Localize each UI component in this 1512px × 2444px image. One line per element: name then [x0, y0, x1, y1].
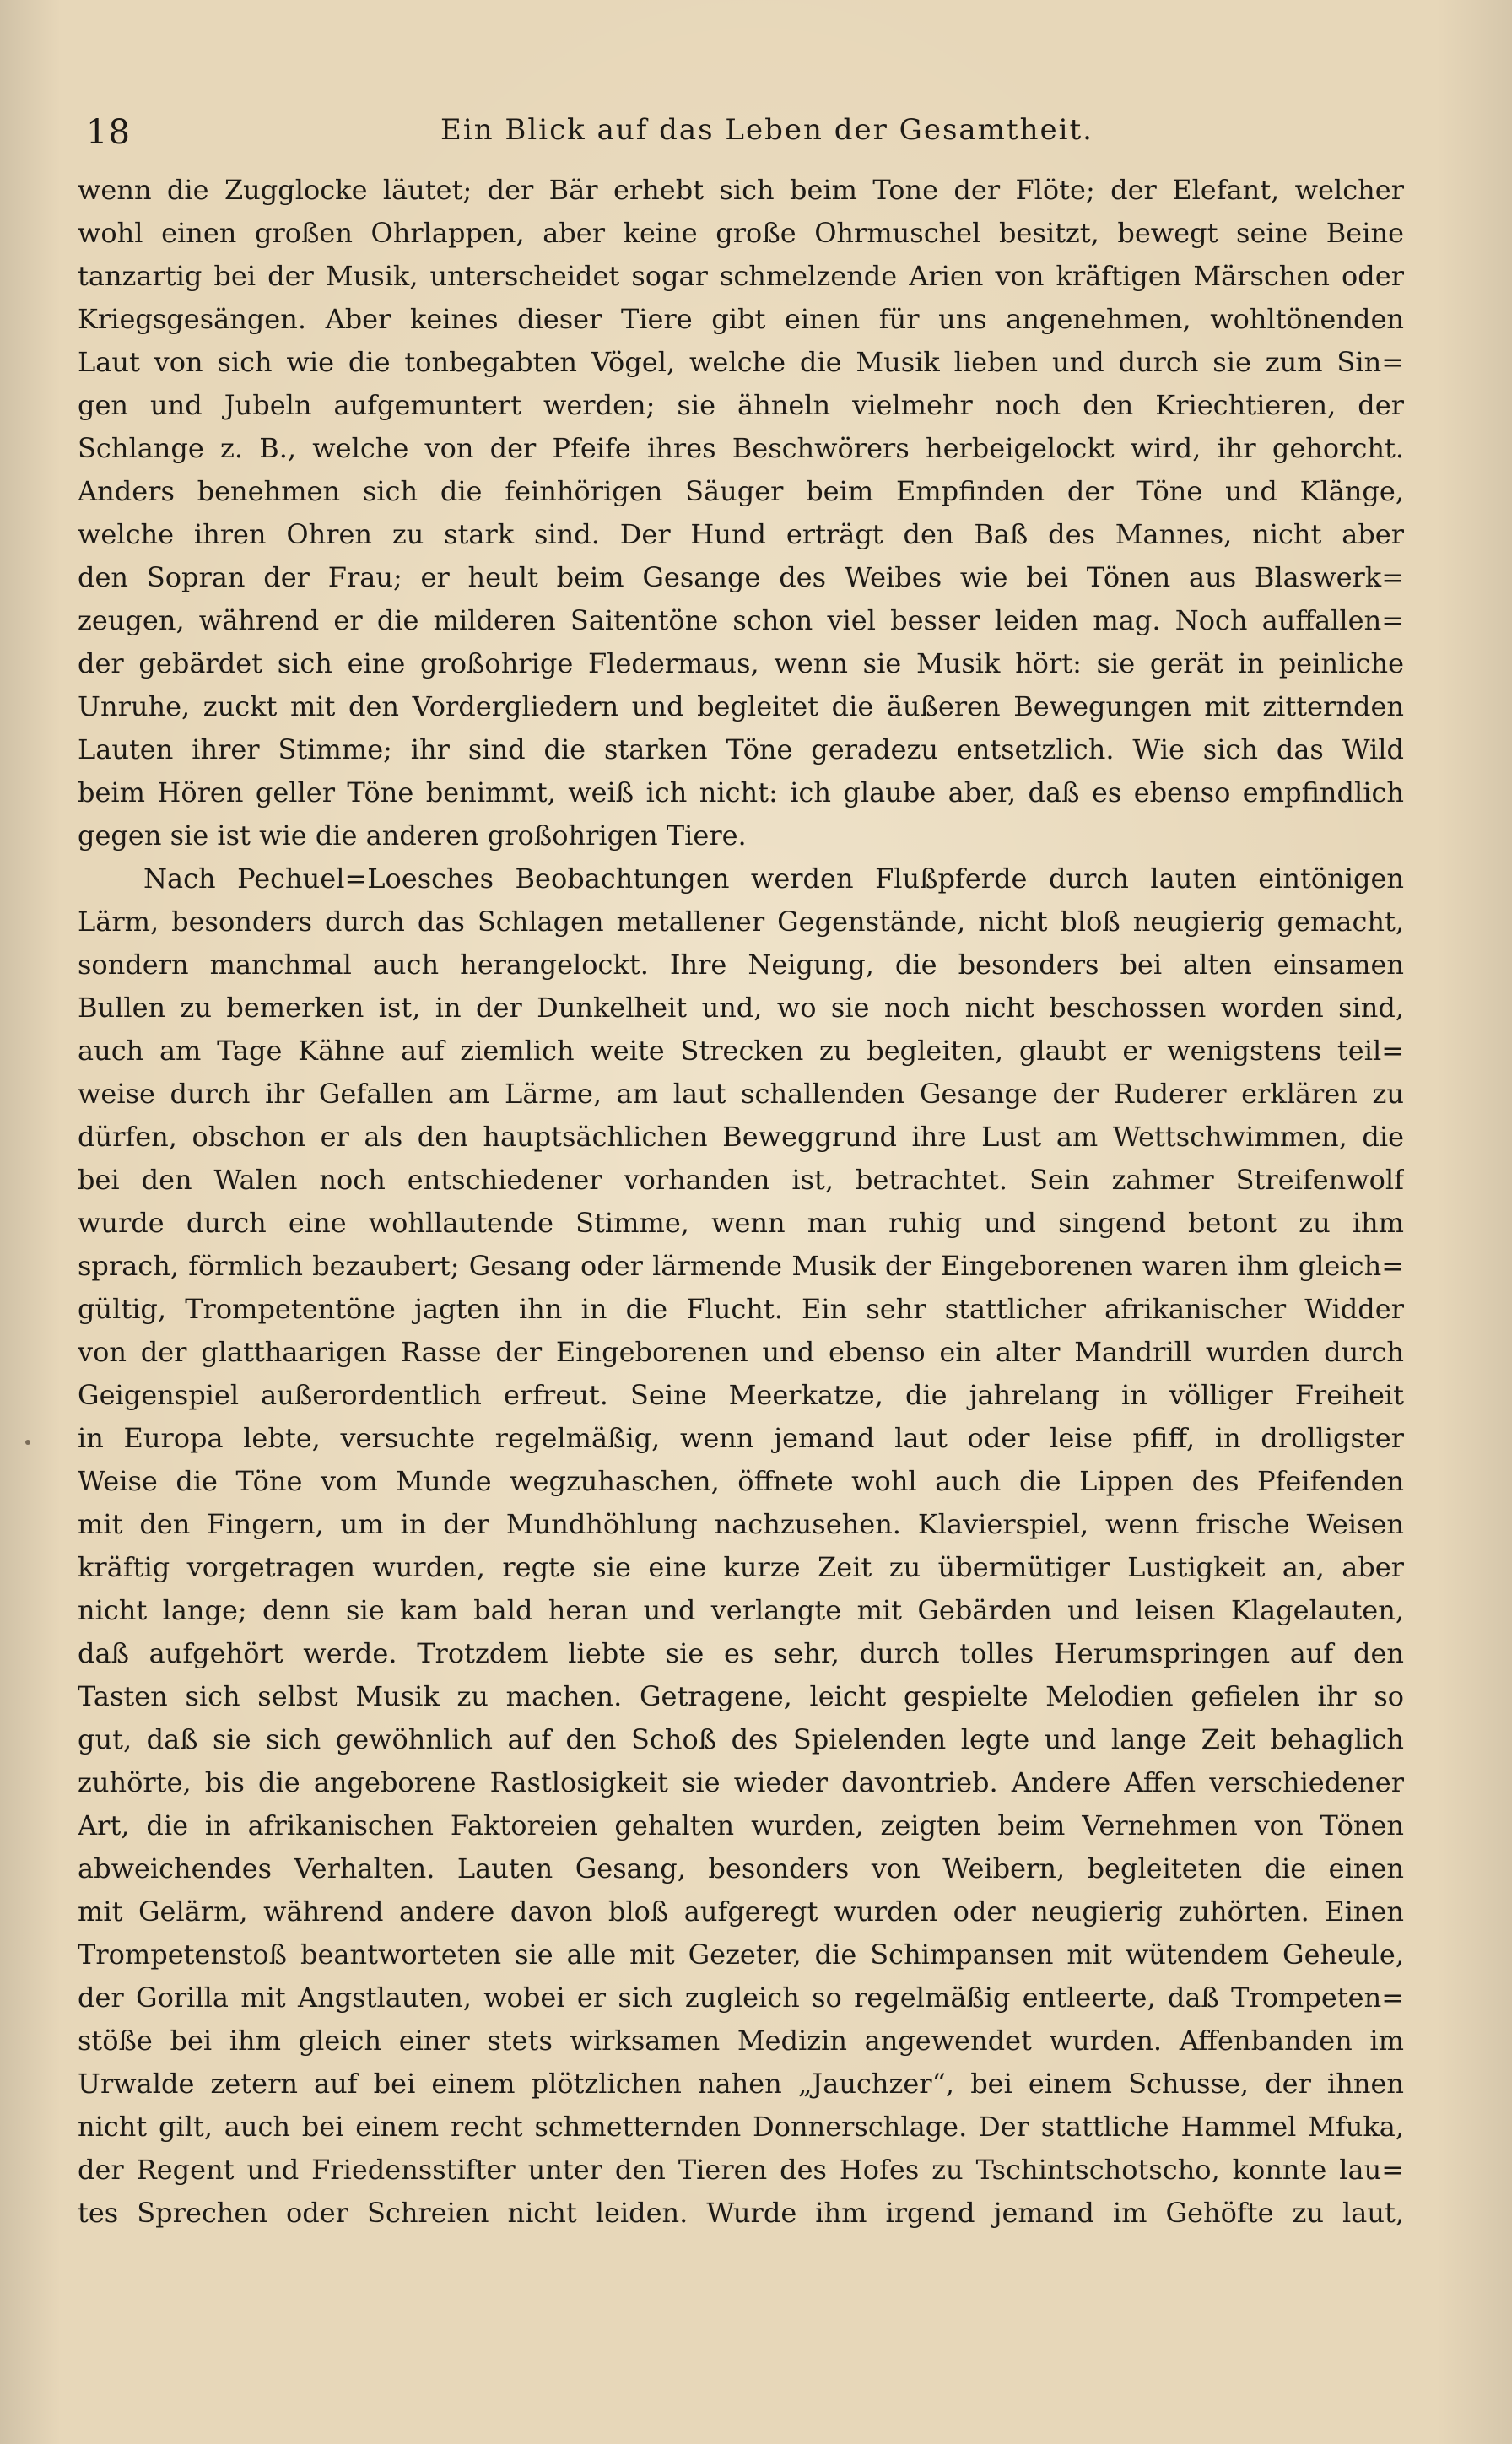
text-line: wurde durch eine wohllautende Stimme, wenn man ruhig und singend betont zu ihm — [78, 1207, 1404, 1239]
text-line: beim Hören geller Töne benimmt, weiß ich nicht: ich glaube aber, daß es ebenso empfindlich — [78, 776, 1404, 808]
text-line: wohl einen großen Ohrlappen, aber keine große Ohrmuschel besitzt, bewegt seine Beine — [78, 217, 1404, 249]
running-head-title: Ein Blick auf das Leben der Gesamtheit. — [440, 113, 1094, 147]
text-line: zeugen, während er die milderen Saitentöne schon viel besser leiden mag. Noch auffallen= — [78, 604, 1404, 636]
text-line: nicht gilt, auch bei einem recht schmetternden Donnerschlage. Der stattliche Hammel Mfuka, — [78, 2111, 1404, 2143]
running-head — [86, 101, 1402, 160]
text-line: mit den Fingern, um in der Mundhöhlung nachzusehen. Klavierspiel, wenn frische Weisen — [78, 1508, 1404, 1540]
text-line: der Gorilla mit Angstlauten, wobei er sich zugleich so regelmäßig entleerte, daß Trompeten= — [78, 1982, 1404, 2014]
text-line: kräftig vorgetragen wurden, regte sie eine kurze Zeit zu übermütiger Lustigkeit an, aber — [78, 1551, 1404, 1583]
text-line: Bullen zu bemerken ist, in der Dunkelheit und, wo sie noch nicht beschossen worden sind, — [78, 992, 1404, 1024]
text-line: Urwalde zetern auf bei einem plötzlichen nahen „Jauchzer“, bei einem Schusse, der ihnen — [78, 2068, 1404, 2100]
text-line: wenn die Zugglocke läutet; der Bär erhebt sich beim Tone der Flöte; der Elefant, welcher — [78, 174, 1404, 206]
text-line: gültig, Trompetentöne jagten ihn in die Flucht. Ein sehr stattlicher afrikanischer Widder — [78, 1293, 1404, 1325]
text-line: Unruhe, zuckt mit den Vordergliedern und begleitet die äußeren Bewegungen mit zitternden — [78, 690, 1404, 722]
text-line: von der glatthaarigen Rasse der Eingeborenen und ebenso ein alter Mandrill wurden durch — [78, 1336, 1404, 1368]
page-number: 18 — [86, 113, 131, 152]
text-line: Tasten sich selbst Musik zu machen. Getragene, leicht gespielte Melodien gefielen ihr so — [78, 1680, 1404, 1712]
paper-speck — [25, 1440, 30, 1445]
text-line: zuhörte, bis die angeborene Rastlosigkeit sie wieder davontrieb. Andere Affen verschiedener — [78, 1766, 1404, 1798]
text-line: tanzartig bei der Musik, unterscheidet sogar schmelzende Arien von kräftigen Märschen oder — [78, 260, 1404, 292]
text-line: Geigenspiel außerordentlich erfreut. Seine Meerkatze, die jahrelang in völliger Freiheit — [78, 1379, 1404, 1411]
text-line: Lauten ihrer Stimme; ihr sind die starken Töne geradezu entsetzlich. Wie sich das Wild — [78, 733, 1404, 765]
text-line: den Sopran der Frau; er heult beim Gesange des Weibes wie bei Tönen aus Blaswerk= — [78, 561, 1404, 593]
text-line: der Regent und Friedensstifter unter den Tieren des Hofes zu Tschintschotscho, konnte lau= — [78, 2154, 1404, 2186]
text-line: gegen sie ist wie die anderen großohrigen Tiere. — [78, 819, 747, 852]
text-line: der gebärdet sich eine großohrige Fledermaus, wenn sie Musik hört: sie gerät in peinliche — [78, 647, 1404, 679]
text-line: Weise die Töne vom Munde wegzuhaschen, öffnete wohl auch die Lippen des Pfeifenden — [78, 1465, 1404, 1497]
text-line: stöße bei ihm gleich einer stets wirksamen Medizin angewendet wurden. Affenbanden im — [78, 2025, 1404, 2057]
text-line: bei den Walen noch entschiedener vorhanden ist, betrachtet. Sein zahmer Streifenwolf — [78, 1164, 1404, 1196]
text-line: mit Gelärm, während andere davon bloß aufgeregt wurden oder neugierig zuhörten. Einen — [78, 1895, 1404, 1928]
text-line: Anders benehmen sich die feinhörigen Säuger beim Empfinden der Töne und Klänge, — [78, 475, 1404, 507]
text-line: abweichendes Verhalten. Lauten Gesang, besonders von Weibern, begleiteten die einen — [78, 1852, 1404, 1884]
text-line: gen und Jubeln aufgemuntert werden; sie ähneln vielmehr noch den Kriechtieren, der — [78, 389, 1404, 421]
text-line: nicht lange; denn sie kam bald heran und verlangte mit Gebärden und leisen Klagelauten, — [78, 1594, 1404, 1626]
text-line: Art, die in afrikanischen Faktoreien gehalten wurden, zeigten beim Vernehmen von Tönen — [78, 1809, 1404, 1841]
text-line: Nach Pechuel=Loesches Beobachtungen werden Flußpferde durch lauten eintönigen — [143, 862, 1404, 895]
text-line: welche ihren Ohren zu stark sind. Der Hund erträgt den Baß des Mannes, nicht aber — [78, 518, 1404, 550]
text-line: gut, daß sie sich gewöhnlich auf den Schoß des Spielenden legte und lange Zeit behaglich — [78, 1723, 1404, 1755]
text-line: tes Sprechen oder Schreien nicht leiden. Wurde ihm irgend jemand im Gehöfte zu laut, — [78, 2197, 1404, 2229]
text-line: weise durch ihr Gefallen am Lärme, am laut schallenden Gesange der Ruderer erklären zu — [78, 1078, 1404, 1110]
text-line: daß aufgehört werde. Trotzdem liebte sie es sehr, durch tolles Herumspringen auf den — [78, 1637, 1404, 1669]
text-line: Kriegsgesängen. Aber keines dieser Tiere gibt einen für uns angenehmen, wohltönenden — [78, 303, 1404, 335]
text-line: Trompetenstoß beantworteten sie alle mit Gezeter, die Schimpansen mit wütendem Geheule, — [78, 1938, 1404, 1971]
text-line: sondern manchmal auch herangelockt. Ihre Neigung, die besonders bei alten einsamen — [78, 949, 1404, 981]
text-line: Schlange z. B., welche von der Pfeife ihres Beschwörers herbeigelockt wird, ihr gehorcht. — [78, 432, 1404, 464]
body-text — [78, 169, 1404, 2235]
text-line: Laut von sich wie die tonbegabten Vögel, welche die Musik lieben und durch sie zum Sin= — [78, 346, 1404, 378]
text-line: Lärm, besonders durch das Schlagen metallener Gegenstände, nicht bloß neugierig gemacht, — [78, 906, 1404, 938]
text-line: dürfen, obschon er als den hauptsächlichen Beweggrund ihre Lust am Wettschwimmen, die — [78, 1121, 1404, 1153]
text-line: sprach, förmlich bezaubert; Gesang oder lärmende Musik der Eingeborenen waren ihm gleich= — [78, 1250, 1404, 1282]
text-line: auch am Tage Kähne auf ziemlich weite Strecken zu begleiten, glaubt er wenigstens teil= — [78, 1035, 1404, 1067]
text-line: in Europa lebte, versuchte regelmäßig, wenn jemand laut oder leise pfiff, in drolligster — [78, 1422, 1404, 1454]
